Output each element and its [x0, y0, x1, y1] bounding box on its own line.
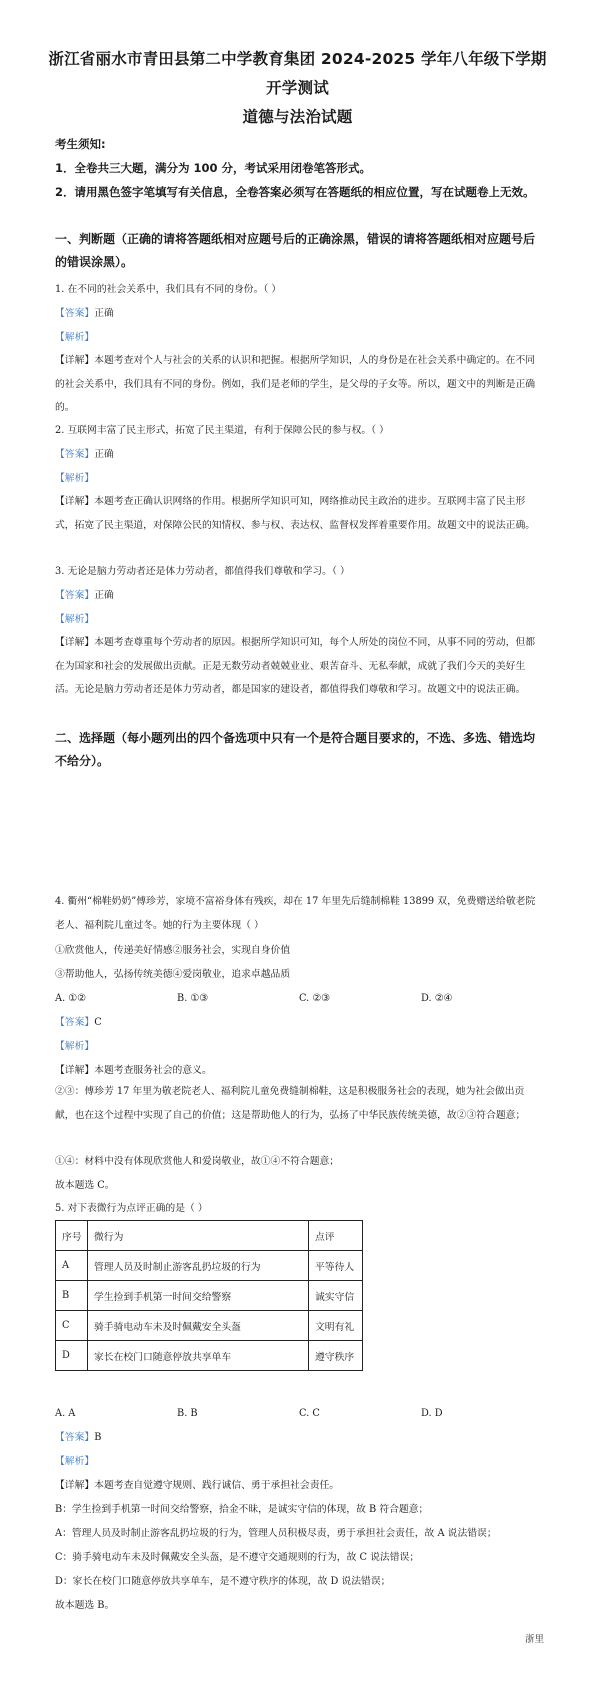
question-5-para-1: B：学生捡到手机第一时间交给警察，拾金不昧，是诚实守信的体现，故 B 符合题意； [55, 1504, 429, 1515]
exam-title-line2: 开学测试 [266, 79, 329, 97]
table-cell: 诚实守信 [309, 1281, 363, 1311]
question-4-statement-2: ③帮助他人，弘扬传统美德④爱岗敬业，追求卓越品质 [55, 969, 291, 980]
notice-item-1: 1．全卷共三大题，满分为 100 分，考试采用闭卷笔答形式。 [55, 161, 372, 175]
answer-tag: 【答案】 [55, 449, 95, 460]
question-3-answer [55, 587, 540, 605]
table-header-cell: 序号 [56, 1221, 88, 1251]
question-3-detail: 【详解】本题考查尊重每个劳动者的原因。根据所学知识可知，每个人所处的岗位不同，从事不同的劳动，但都在为国家和社会的发展做出贡献。正是无数劳动者兢兢业业、艰苦奋斗、无私奉献，成就了我们今天的美好生活。无论是脑力劳动者还是体力劳动者，都是国家的建设者，都值得我们尊敬和学习。故题文中的说法正确。 [55, 637, 536, 695]
answer-value: C [94, 1017, 102, 1028]
table-cell: D [56, 1341, 88, 1371]
table-cell: C [56, 1311, 88, 1341]
table-cell: 平等待人 [309, 1251, 363, 1281]
question-5-para-4: D：家长在校门口随意停放共享单车，是不遵守秩序的体现，故 D 说法错误； [55, 1576, 391, 1587]
question-2-stem: 2. 互联网丰富了民主形式，拓宽了民主渠道，有利于保障公民的参与权。（ ） [55, 425, 389, 436]
answer-value: 正确 [94, 449, 114, 460]
question-2-detail: 【详解】本题考查正确认识网络的作用。根据所学知识可知，网络推动民主政治的进步。互联网丰富了民主形式，拓宽了民主渠道，对保障公民的知情权、参与权、表达权、监督权发挥着重要作用。故题文中的说法正确。 [55, 496, 536, 531]
answer-tag: 【答案】 [55, 308, 95, 319]
table-cell: 家长在校门口随意停放共享单车 [88, 1341, 309, 1371]
question-1-answer [55, 305, 540, 323]
question-5-analysis-tag: 【解析】 [55, 1456, 95, 1467]
option-a: A. ①② [55, 993, 86, 1004]
table-cell: A [56, 1251, 88, 1281]
question-1-analysis-tag: 【解析】 [55, 332, 95, 343]
question-4-statement-1: ①欣赏他人，传递美好情感②服务社会，实现自身价值 [55, 945, 291, 956]
option-c: C. ②③ [299, 993, 330, 1004]
question-3-analysis-tag: 【解析】 [55, 614, 95, 625]
notice-label: 考生须知: [55, 137, 106, 151]
question-4-options [55, 990, 540, 1008]
question-4-para-1: ②③：傅珍芳 17 年里为敬老院老人、福利院儿童免费缝制棉鞋，这是积极服务社会的表现，她为社会做出贡献，也在这个过程中实现了自己的价值；这是帮助他人的行为，弘扬了中华民族传统美德，故②③符合题意； [55, 1086, 526, 1121]
question-5-para-3: C：骑手骑电动车未及时佩戴安全头盔，是不遵守交通规则的行为，故 C 说法错误； [55, 1552, 420, 1563]
question-1-stem: 1. 在不同的社会关系中，我们具有不同的身份。（ ） [55, 284, 282, 295]
section-1-heading: 一、判断题（正确的请将答题纸相对应题号后的正确涂黑，错误的请将答题纸相对应题号后的错误涂黑）。 [55, 232, 536, 269]
question-4-analysis-tag: 【解析】 [55, 1041, 95, 1052]
question-5-stem: 5. 对下表微行为点评正确的是（ ） [55, 1203, 208, 1214]
question-2-analysis-tag: 【解析】 [55, 473, 95, 484]
table-cell: B [56, 1281, 88, 1311]
question-4-stem: 4. 衢州“棉鞋奶奶”傅珍芳，家境不富裕身体有残疾，却在 17 年里先后缝制棉鞋 13899 双，免费赠送给敬老院老人、福利院儿童过冬。她的行为主要体现（ ） [55, 896, 536, 931]
table-row [56, 1281, 363, 1311]
answer-value: 正确 [94, 308, 114, 319]
answer-value: B [94, 1432, 102, 1443]
table-header-row [56, 1221, 363, 1251]
table-row [56, 1251, 363, 1281]
option-b: B. B [177, 1408, 198, 1419]
question-3-stem: 3. 无论是脑力劳动者还是体力劳动者，都值得我们尊敬和学习。（ ） [55, 566, 350, 577]
answer-tag: 【答案】 [55, 590, 95, 601]
option-b: B. ①③ [177, 993, 208, 1004]
question-5-para-2: A：管理人员及时制止游客乱扔垃圾的行为，管理人员积极尽责，勇于承担社会责任，故 A 说法错误； [55, 1528, 497, 1539]
table-header-cell: 点评 [309, 1221, 363, 1251]
table-header-cell: 微行为 [88, 1221, 309, 1251]
question-4-detail: 【详解】本题考查服务社会的意义。 [55, 1065, 212, 1076]
exam-subtitle: 道德与法治试题 [242, 108, 353, 126]
question-2-answer [55, 446, 540, 464]
question-4-answer [55, 1014, 540, 1032]
table-cell: 骑手骑电动车未及时佩戴安全头盔 [88, 1311, 309, 1341]
option-c: C. C [299, 1408, 320, 1419]
option-d: D. ②④ [421, 993, 453, 1004]
question-5-para-5: 故本题选 B。 [55, 1600, 115, 1611]
answer-value: 正确 [94, 590, 114, 601]
question-4-para-2: ①④：材料中没有体现欣赏他人和爱岗敬业，故①④不符合题意； [55, 1156, 340, 1167]
section-2-heading: 二、选择题（每小题列出的四个备选项中只有一个是符合题目要求的，不选、多选、错选均不给分）。 [55, 731, 536, 768]
question-5-options [55, 1405, 540, 1423]
behavior-table [55, 1220, 363, 1371]
question-4-para-3: 故本题选 C。 [55, 1180, 115, 1191]
question-1-detail: 【详解】本题考查对个人与社会的关系的认识和把握。根据所学知识，人的身份是在社会关系中确定的。在不同的社会关系中，我们具有不同的身份。例如，我们是老师的学生，是父母的子女等。所以，题文中的判断是正确的。 [55, 355, 536, 413]
notice-item-2: 2．请用黑色签字笔填写有关信息，全卷答案必须写在答题纸的相应位置，写在试题卷上无效。 [55, 185, 535, 199]
question-5-detail: 【详解】本题考查自觉遵守规则、践行诚信、勇于承担社会责任。 [55, 1480, 340, 1491]
table-cell: 文明有礼 [309, 1311, 363, 1341]
option-a: A. A [55, 1408, 76, 1419]
option-d: D. D [421, 1408, 443, 1419]
table-cell: 管理人员及时制止游客乱扔垃圾的行为 [88, 1251, 309, 1281]
table-cell: 遵守秩序 [309, 1341, 363, 1371]
table-row [56, 1311, 363, 1341]
exam-title-line1: 浙江省丽水市青田县第二中学教育集团 2024-2025 学年八年级下学期 [48, 50, 547, 68]
page-footer: 浙里 [525, 1634, 545, 1645]
table-row [56, 1341, 363, 1371]
answer-tag: 【答案】 [55, 1432, 95, 1443]
answer-tag: 【答案】 [55, 1017, 95, 1028]
table-cell: 学生捡到手机第一时间交给警察 [88, 1281, 309, 1311]
question-5-answer [55, 1429, 540, 1447]
